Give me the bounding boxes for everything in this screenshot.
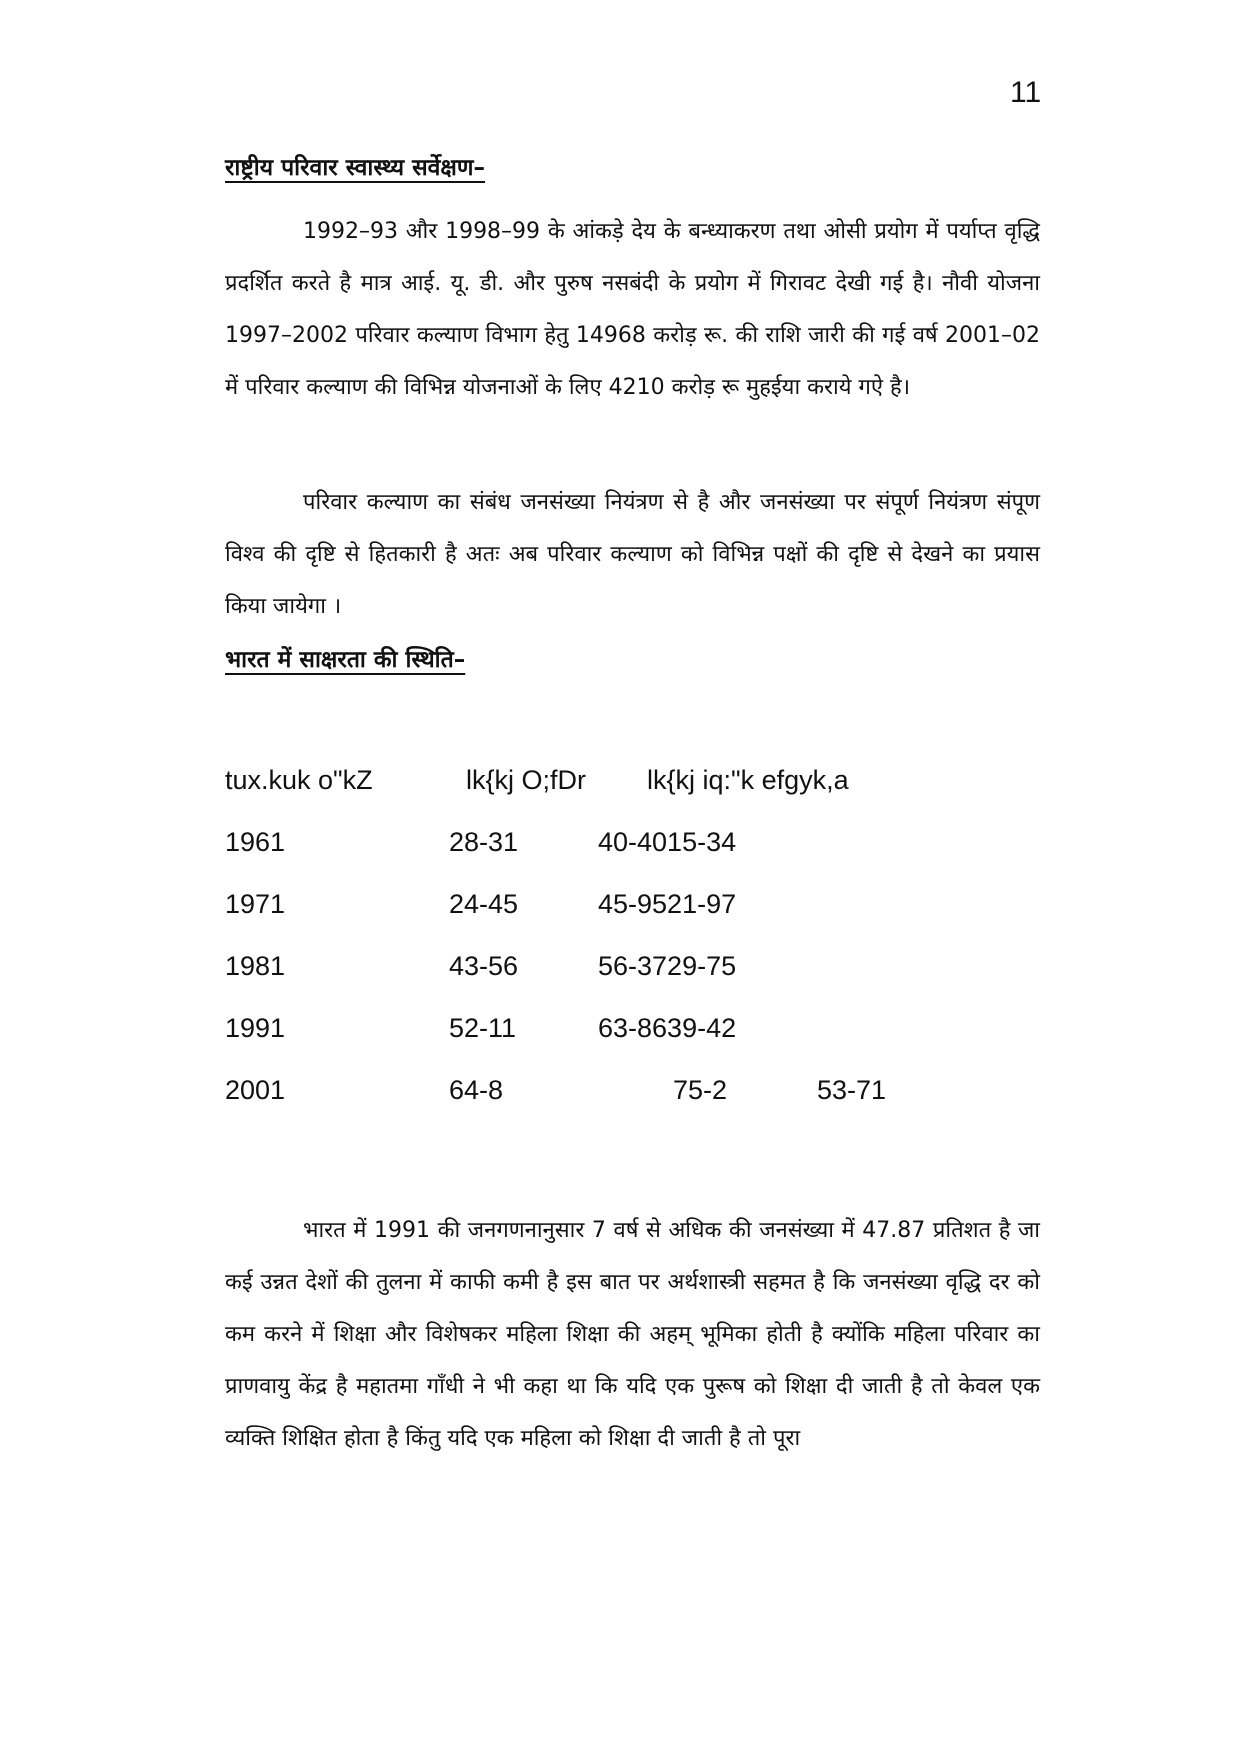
header-literate-persons: lk{kj O;fDr [466,765,587,795]
cell-year: 1961 [225,827,286,857]
cell-year: 1991 [225,1013,286,1043]
table-header-row [225,765,985,827]
cell-men-women: 75-2 [673,1075,728,1105]
cell-persons: 24-45 [449,889,519,919]
section-heading-health-survey: राष्ट्रीय परिवार स्वास्थ्य सर्वेक्षण– [225,155,486,181]
header-census-year: tux.kuk o"kZ [225,765,373,795]
cell-men-women: 63-8639-42 [598,1013,737,1043]
cell-persons: 28-31 [449,827,519,857]
table-row [225,1013,985,1075]
header-literate-men-women: lk{kj iq:"k efgyk,a [647,765,849,795]
paragraph-survey-data: 1992–93 और 1998–99 के आंकड़े देय के बन्ध्याकरण तथा ओसी प्रयोग में पर्याप्त वृद्धि प्रदर्शित करते है मात्र आई. यू. डी. और पुरुष नसबंदी के प्रयोग में गिरावट देखी गई है। नौवी योजना 1997–2002 परिवार कल्याण विभाग हेतु 14968 करोड़ रू. की राशि जारी की गई वर्ष 2001–02 में परिवार कल्याण की विभिन्न योजनाओं के लिए 4210 करोड़ रू मुहईया कराये गऐ है। [225,219,1040,400]
cell-persons: 64-8 [449,1075,504,1105]
cell-women: 53-71 [817,1075,887,1105]
section-heading-literacy: भारत में साक्षरता की स्थिति– [225,647,466,673]
paragraph-family-welfare: परिवार कल्याण का संबंध जनसंख्या नियंत्रण से है और जनसंख्या पर संपूर्ण नियंत्रण संपूण विश्व की दृष्टि से हितकारी है अतः अब परिवार कल्याण को विभिन्न पक्षों की दृष्टि से देखने का प्रयास किया जायेगा । [225,490,1040,619]
page-number: 11 [1010,76,1042,109]
paragraph-literacy-discussion: भारत में 1991 की जनगणनानुसार 7 वर्ष से अधिक की जनसंख्या में 47.87 प्रतिशत है जा कई उन्नत देशों की तुलना में काफी कमी है इस बात पर अर्थशास्त्री सहमत है कि जनसंख्या वृद्धि दर को कम करने में शिक्षा और विशेषकर महिला शिक्षा की अहम् भूमिका होती है क्योंकि महिला परिवार का प्राणवायु केंद्र है महातमा गाँधी ने भी कहा था कि यदि एक पुरूष को शिक्षा दी जाती है तो केवल एक व्यक्ति शिक्षित होता है किंतु यदि एक महिला को शिक्षा दी जाती है तो पूरा [225,1218,1040,1451]
cell-persons: 43-56 [449,951,519,981]
table-row [225,1075,985,1137]
cell-men-women: 40-4015-34 [598,827,737,857]
table-row [225,827,985,889]
cell-men-women: 56-3729-75 [598,951,737,981]
cell-year: 1971 [225,889,286,919]
literacy-table [225,765,985,1137]
cell-year: 2001 [225,1075,286,1105]
cell-year: 1981 [225,951,286,981]
cell-men-women: 45-9521-97 [598,889,737,919]
table-row [225,889,985,951]
cell-persons: 52-11 [449,1013,517,1043]
table-row [225,951,985,1013]
